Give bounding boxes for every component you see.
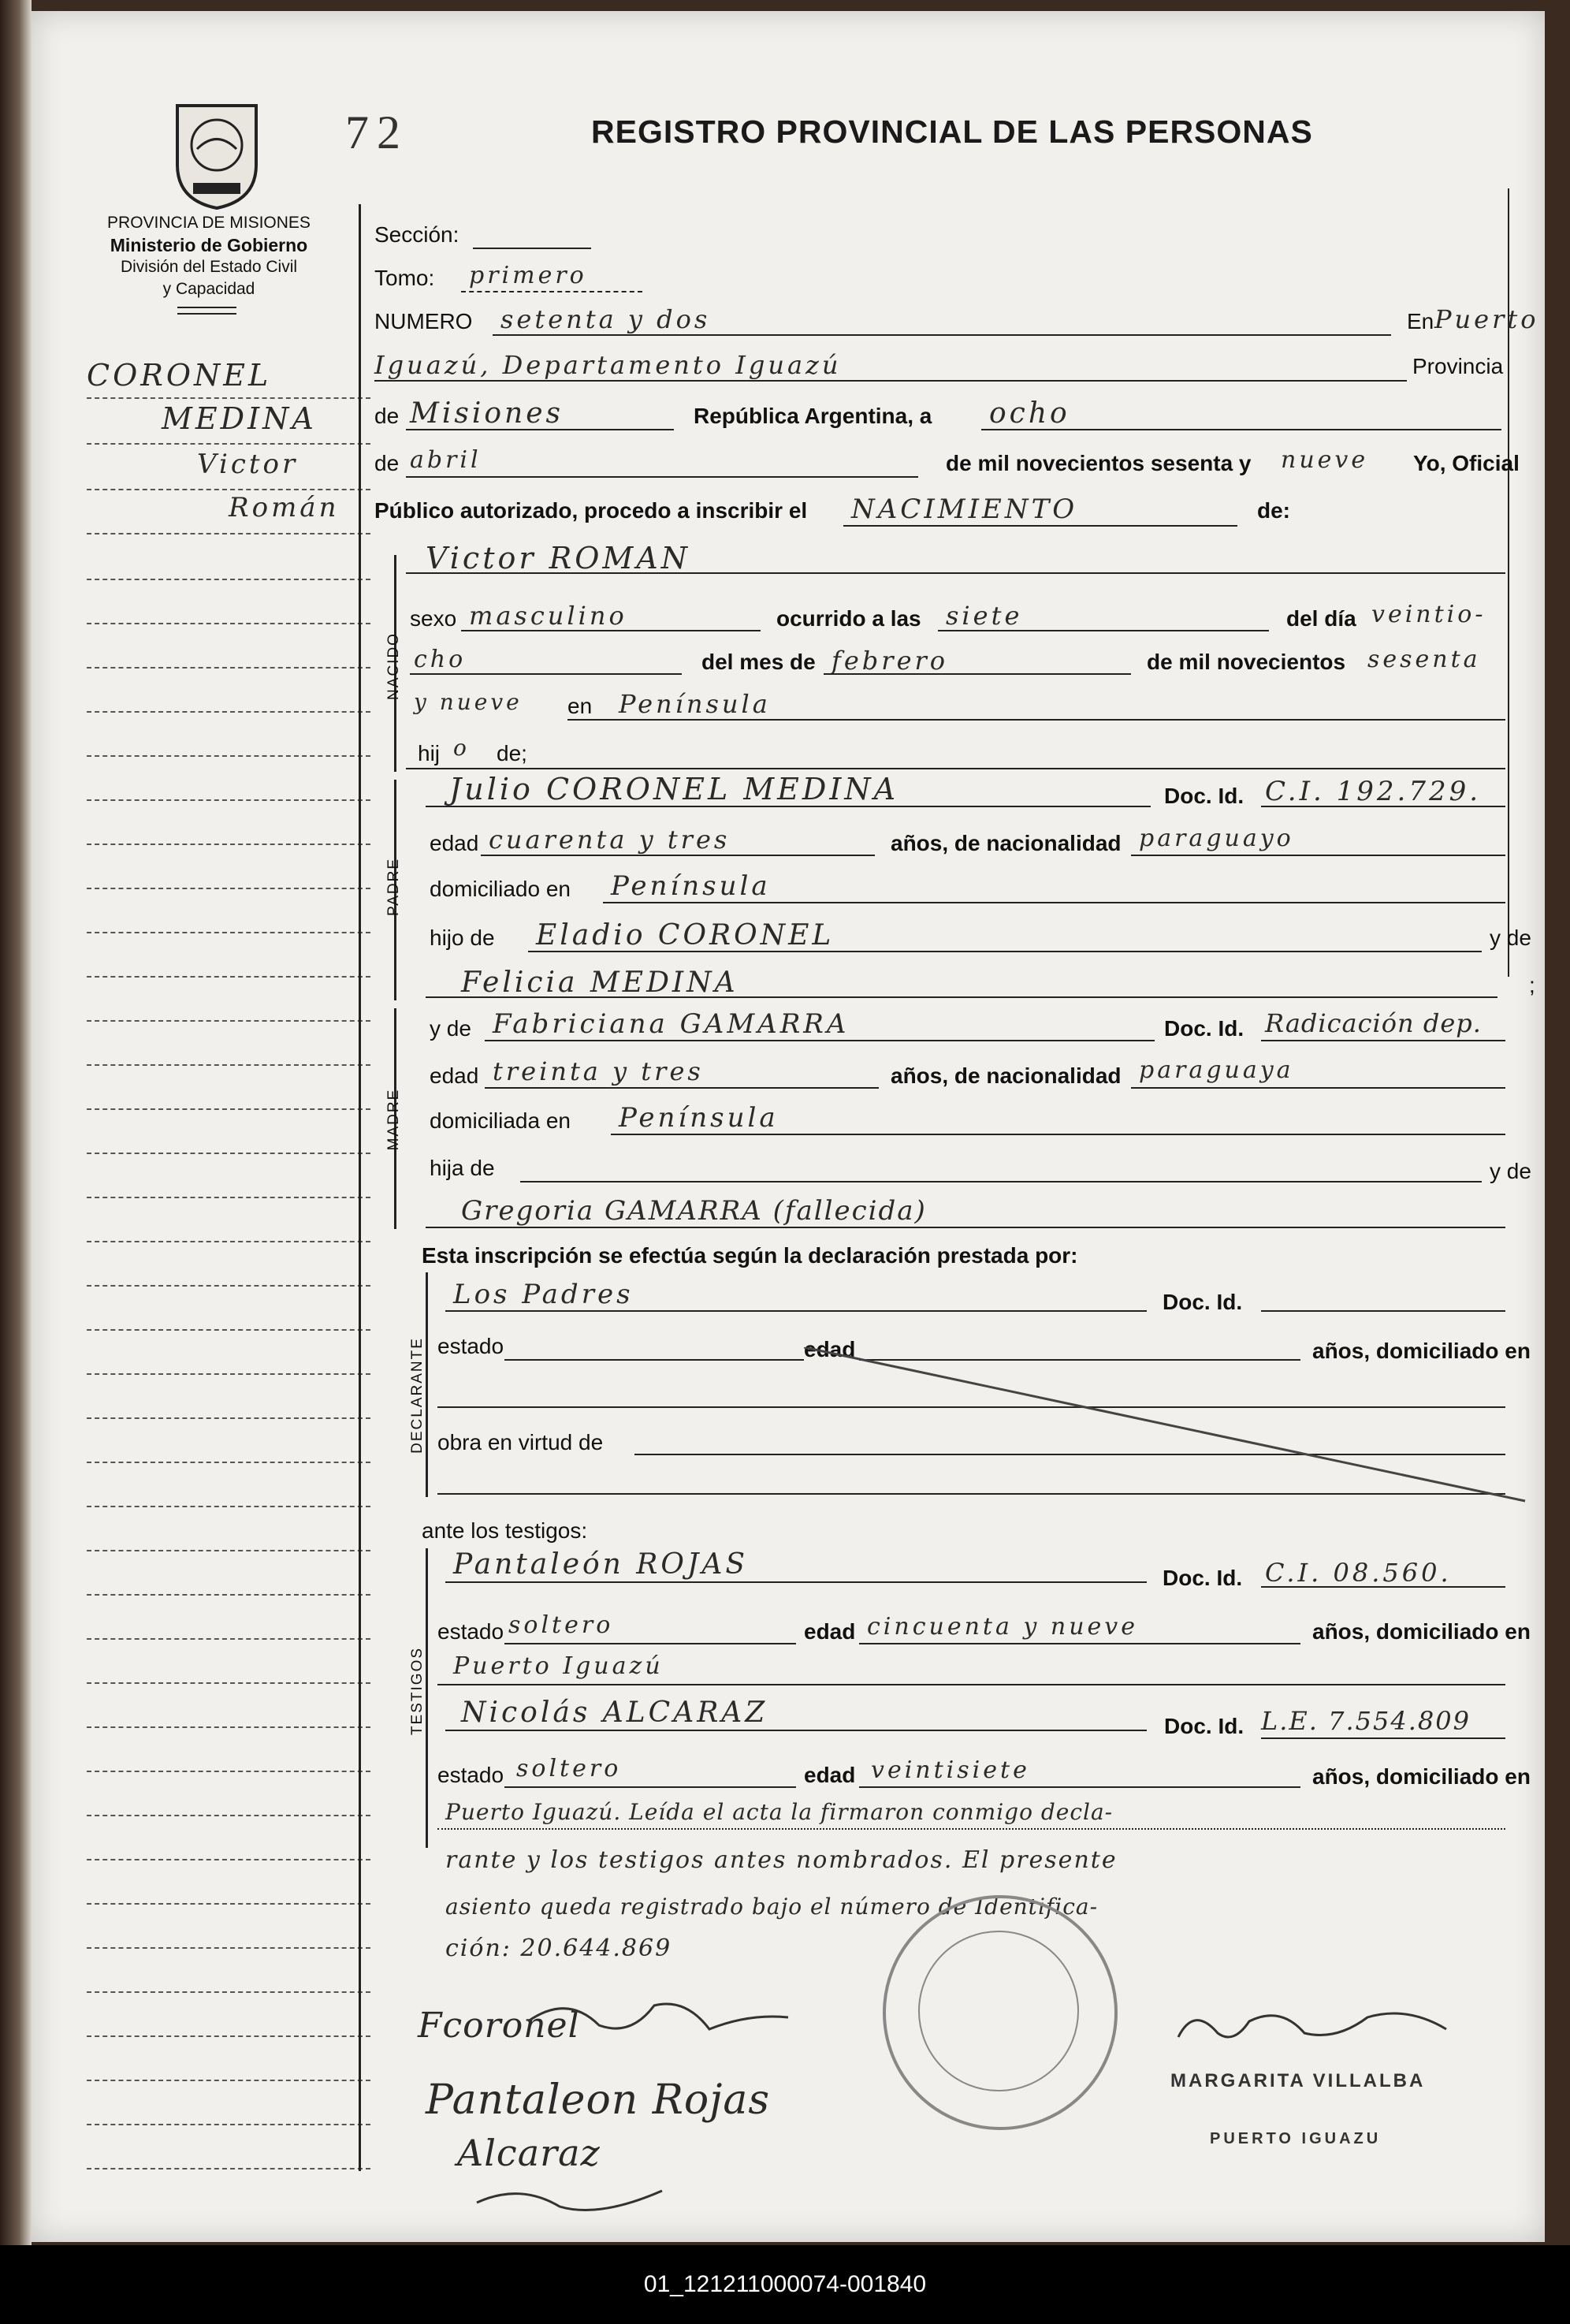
field-line (603, 902, 1505, 903)
field-line (406, 429, 674, 430)
label-domiciliado-declarante: años, domiciliado en (1312, 1339, 1531, 1363)
signature-rojas: Pantaleon Rojas (426, 2076, 771, 2124)
label-de-3: de; (497, 741, 527, 765)
field-sexo: masculino (469, 601, 627, 631)
field-line (374, 380, 1407, 382)
label-seccion: Sección: (374, 222, 459, 247)
field-line (504, 1643, 796, 1644)
label-sexo: sexo (410, 606, 457, 631)
label-obra: obra en virtud de (437, 1430, 604, 1454)
org-divider (177, 313, 236, 315)
label-hij: hij (418, 741, 441, 765)
label-mil-nov: de mil novecientos (1147, 650, 1346, 674)
label-del-dia: del día (1286, 606, 1356, 631)
field-madre-nac: paraguaya (1139, 1056, 1294, 1084)
label-y-de-2: y de (1490, 1159, 1531, 1183)
label-de: de (374, 404, 400, 428)
field-line (445, 1730, 1147, 1731)
label-doc-id-testigo1: Doc. Id. (1163, 1566, 1243, 1590)
field-line (1261, 806, 1505, 807)
field-line (426, 806, 1151, 807)
field-testigo2-estado: soltero (516, 1755, 622, 1782)
book-binding (0, 0, 32, 2245)
field-line (824, 673, 1131, 675)
field-line (445, 1310, 1147, 1312)
field-line (461, 630, 761, 631)
field-dia-nac: veintio- (1371, 601, 1486, 628)
field-line (437, 1828, 1505, 1830)
field-padre-doc: C.I. 192.729. (1265, 776, 1482, 807)
field-testigo1-edad: cincuenta y nueve (867, 1613, 1138, 1641)
field-lugar: Iguazú, Departamento Iguazú (374, 350, 842, 380)
field-line (504, 1786, 796, 1788)
field-line (426, 996, 1497, 998)
label-doc-id-madre: Doc. Id. (1164, 1016, 1244, 1041)
field-hora: siete (946, 601, 1023, 631)
field-line (859, 1643, 1300, 1644)
label-estado-testigo2: estado (437, 1763, 504, 1787)
label-nacionalidad-madre: años, de nacionalidad (891, 1063, 1122, 1088)
label-y-de-madre: y de (430, 1016, 471, 1041)
label-doc-id-testigo2: Doc. Id. (1164, 1714, 1244, 1738)
signature-oficial-scribble (520, 1990, 804, 2045)
label-edad-madre: edad (430, 1063, 479, 1088)
field-declarante: Los Padres (453, 1279, 634, 1310)
closing-line-4: ción: 20.644.869 (445, 1935, 672, 1962)
label-y-de: y de (1490, 926, 1531, 950)
label-republica: República Argentina, a (694, 404, 932, 428)
official-seal-inner (918, 1931, 1079, 2091)
field-dia-nac-2: cho (414, 646, 467, 673)
field-dia: ocho (989, 397, 1070, 430)
field-line (485, 1040, 1155, 1041)
label-domiciliado-testigo1: años, domiciliado en (1312, 1619, 1531, 1644)
margin-surname-1: CORONEL (87, 358, 272, 393)
label-en-2: en (567, 694, 593, 718)
image-code-bar: 01_121211000074-001840 (0, 2245, 1570, 2324)
label-declaracion: Esta inscripción se efectúa según la declaración prestada por: (422, 1243, 1078, 1268)
field-numero: setenta y dos (500, 304, 711, 334)
org-line-1: PROVINCIA DE MISIONES (107, 214, 311, 232)
field-padre-padre: Eladio CORONEL (536, 919, 835, 952)
field-madre-madre: Gregoria GAMARRA (fallecida) (461, 1195, 927, 1227)
field-line (504, 1359, 804, 1361)
label-yo-oficial: Yo, Oficial (1413, 451, 1520, 475)
field-padre-nac: paraguayo (1139, 825, 1294, 852)
field-line (1261, 1040, 1505, 1041)
field-line (481, 855, 875, 856)
field-line (445, 1581, 1147, 1583)
field-line (485, 1087, 879, 1089)
label-provincia: Provincia (1412, 354, 1504, 378)
field-padre-nombre: Julio CORONEL MEDINA (449, 772, 899, 806)
provincial-emblem-icon (166, 98, 268, 212)
side-label-padre: PADRE (385, 857, 402, 917)
label-edad-testigo2: edad (804, 1763, 856, 1787)
label-domiciliado-testigo2: años, domiciliado en (1312, 1764, 1531, 1789)
label-mil-novecientos: de mil novecientos sesenta y (946, 451, 1252, 475)
label-de-2: de (374, 451, 400, 475)
field-padre-madre: Felicia MEDINA (461, 966, 738, 999)
label-estado-declarante: estado (437, 1334, 504, 1358)
field-testigo1-doc: C.I. 08.560. (1265, 1558, 1452, 1588)
side-label-declarante: DECLARANTE (409, 1337, 426, 1454)
field-padre-dom: Península (611, 870, 771, 902)
label-nacionalidad-padre: años, de nacionalidad (891, 831, 1122, 855)
label-hija-de: hija de (430, 1156, 495, 1180)
oficial-signature (1170, 1998, 1454, 2061)
label-de-colon: de: (1257, 498, 1290, 523)
field-line (981, 429, 1501, 430)
label-numero: NUMERO (374, 309, 473, 333)
org-block (79, 212, 339, 300)
signature-flourish (473, 2175, 678, 2222)
field-line (528, 951, 1482, 952)
field-acto: NACIMIENTO (851, 493, 1078, 525)
org-line-4: y Capacidad (162, 280, 255, 298)
field-line (406, 768, 1505, 769)
closing-line-1: Puerto Iguazú. Leída el acta la firmaron conmigo decla- (445, 1799, 1114, 1825)
label-edad-testigo1: edad (804, 1619, 856, 1644)
field-testigo1-dom: Puerto Iguazú (453, 1652, 664, 1680)
field-line (1261, 1586, 1505, 1588)
field-provincia: Misiones (410, 397, 564, 430)
org-line-2: Ministerio de Gobierno (110, 235, 308, 255)
label-domiciliado-padre: domiciliado en (430, 877, 571, 901)
label-edad-declarante: edad (804, 1337, 856, 1361)
label-hijo-de: hijo de (430, 926, 495, 950)
field-line (406, 572, 1505, 574)
oficial-name-stamp: MARGARITA VILLALBA (1170, 2070, 1426, 2091)
field-line (493, 334, 1391, 336)
label-ocurrido: ocurrido a las (776, 606, 921, 631)
label-estado-testigo1: estado (437, 1619, 504, 1644)
register-page (32, 11, 1545, 2242)
label-publico: Público autorizado, procedo a inscribir el (374, 498, 808, 523)
field-line (410, 673, 682, 675)
closing-line-2: rante y los testigos antes nombrados. El presente (445, 1846, 1118, 1874)
label-semicolon: ; (1529, 973, 1535, 997)
margin-given-name-1: Victor (197, 449, 299, 480)
field-line (1261, 1310, 1505, 1312)
label-en: En (1407, 309, 1434, 333)
field-testigo1-estado: soltero (508, 1611, 614, 1639)
label-domiciliada-madre: domiciliada en (430, 1108, 571, 1133)
field-madre-dom: Península (619, 1102, 779, 1134)
margin-surname-2: MEDINA (162, 401, 317, 436)
strike-line (804, 1347, 1529, 1505)
field-padre-edad: cuarenta y tres (489, 825, 731, 855)
field-line (426, 1227, 1505, 1228)
side-label-testigos: TESTIGOS (409, 1646, 426, 1736)
field-hij-suffix: o (453, 735, 470, 761)
field-line (1131, 855, 1505, 856)
field-line (406, 476, 918, 478)
field-line (567, 719, 1505, 721)
oficial-place-stamp: PUERTO IGUAZU (1210, 2130, 1382, 2147)
field-testigo1: Pantaleón ROJAS (453, 1548, 749, 1581)
page-number: 72 (345, 106, 408, 158)
field-anio-nac-2: y nueve (414, 689, 523, 715)
field-madre-edad: treinta y tres (493, 1056, 704, 1086)
field-tomo: primero (469, 262, 587, 289)
label-tomo: Tomo: (374, 266, 435, 290)
field-nombre: Victor ROMAN (426, 541, 690, 575)
signature-coronel: Fcoronel (418, 2006, 580, 2046)
field-anio: nueve (1281, 446, 1369, 474)
field-en: Puerto (1434, 304, 1539, 334)
field-testigo2: Nicolás ALCARAZ (461, 1696, 768, 1729)
field-line (1261, 1737, 1505, 1739)
field-mes: abril (410, 446, 482, 474)
signature-alcaraz: Alcaraz (457, 2132, 601, 2174)
field-line (1131, 1087, 1505, 1089)
field-line (611, 1134, 1505, 1135)
label-ante-testigos: ante los testigos: (422, 1518, 588, 1543)
field-testigo2-edad: veintisiete (871, 1756, 1030, 1784)
closing-line-3: asiento queda registrado bajo el número de Identifica- (445, 1894, 1099, 1920)
field-line (843, 525, 1237, 527)
main-left-rule (359, 204, 361, 2171)
page-title: REGISTRO PROVINCIAL DE LAS PERSONAS (591, 114, 1313, 150)
field-madre-nombre: Fabriciana GAMARRA (493, 1008, 850, 1040)
field-lugar-nac: Península (619, 689, 771, 719)
field-line (461, 291, 642, 292)
org-line-3: División del Estado Civil (120, 258, 298, 276)
field-line (437, 1684, 1505, 1685)
field-line (473, 248, 591, 249)
field-line (938, 630, 1269, 631)
field-line (520, 1181, 1482, 1182)
field-mes-nac: febrero (832, 646, 949, 676)
label-edad-padre: edad (430, 831, 479, 855)
field-testigo2-doc: L.E. 7.554.809 (1261, 1706, 1471, 1736)
field-line (859, 1786, 1300, 1788)
field-anio-nac: sesenta (1367, 646, 1481, 673)
label-doc-id-declarante: Doc. Id. (1163, 1290, 1243, 1314)
label-doc-id-padre: Doc. Id. (1164, 784, 1244, 808)
field-madre-doc: Radicación dep. (1265, 1008, 1482, 1038)
org-divider (177, 307, 236, 308)
side-label-nacido: NACIDO (385, 632, 402, 700)
margin-given-name-2: Román (229, 492, 340, 523)
label-del-mes: del mes de (701, 650, 816, 674)
side-label-madre: MADRE (385, 1088, 402, 1151)
